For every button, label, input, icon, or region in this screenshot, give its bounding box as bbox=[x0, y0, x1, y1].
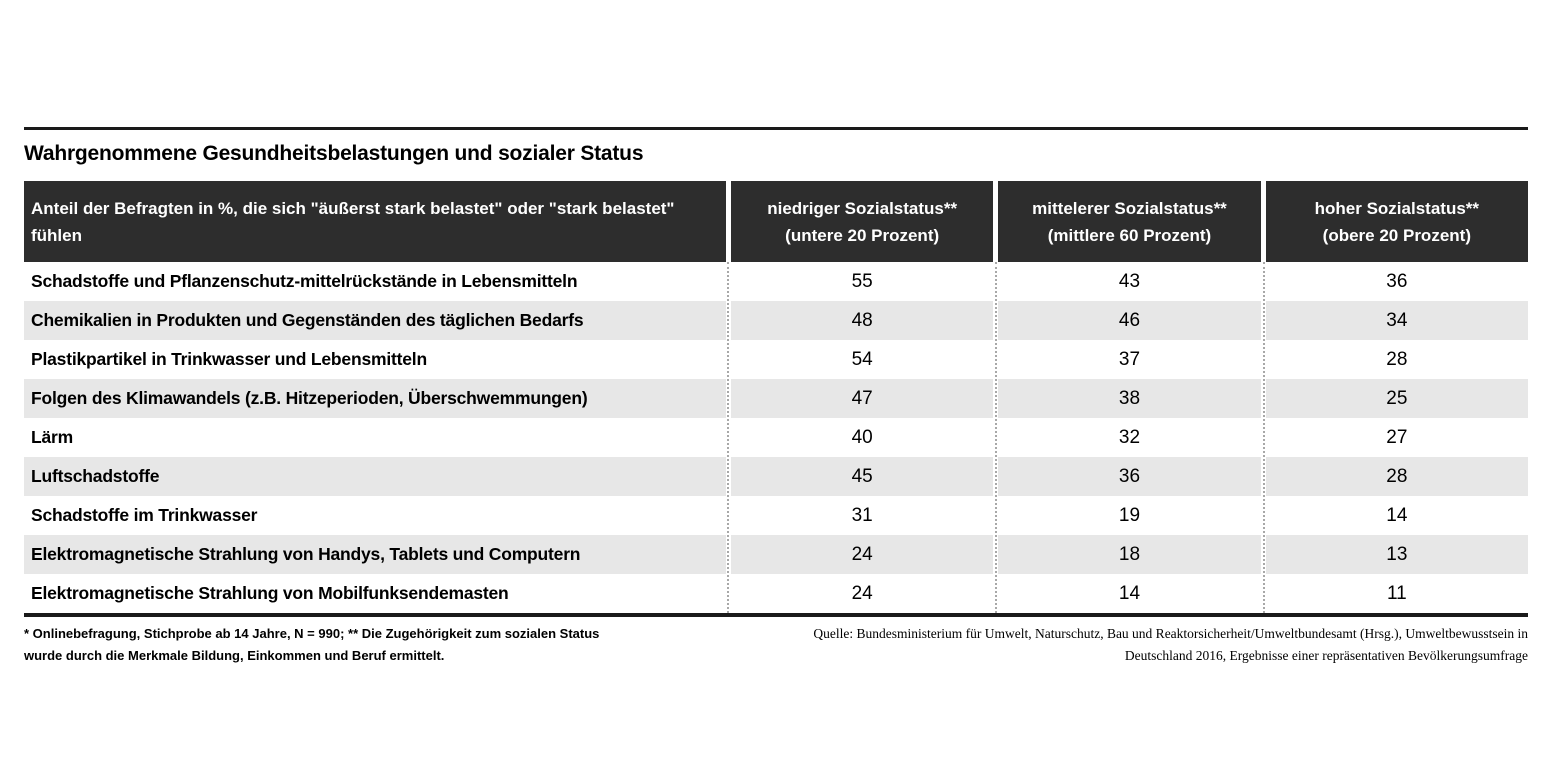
row-label: Plastikpartikel in Trinkwasser und Lebensmitteln bbox=[24, 340, 726, 379]
footnote-line: * Onlinebefragung, Stichprobe ab 14 Jahre, N = 990; ** Die Zugehörigkeit zum sozialen Status bbox=[24, 626, 600, 641]
table-corner-header-label: Anteil der Befragten in %, die sich "äußerst stark belastet" oder "stark belastet" fühlen bbox=[31, 198, 675, 245]
value-cell: 13 bbox=[1266, 535, 1528, 574]
value-cell: 48 bbox=[731, 301, 993, 340]
column-header-high-status bbox=[1266, 181, 1528, 262]
value-cell: 37 bbox=[998, 340, 1260, 379]
source-line: Deutschland 2016, Ergebnisse einer repräsentativen Bevölkerungsumfrage bbox=[1124, 648, 1528, 663]
value-cell: 28 bbox=[1266, 340, 1528, 379]
value-cell: 45 bbox=[731, 457, 993, 496]
row-label: Schadstoffe im Trinkwasser bbox=[24, 496, 726, 535]
row-label: Chemikalien in Produkten und Gegenständen des täglichen Bedarfs bbox=[24, 301, 726, 340]
column-header-title: mittelerer Sozialstatus** bbox=[1032, 198, 1227, 218]
value-cell: 28 bbox=[1266, 457, 1528, 496]
column-header-subtitle: (untere 20 Prozent) bbox=[785, 225, 940, 245]
value-cell: 54 bbox=[731, 340, 993, 379]
value-cell: 11 bbox=[1266, 574, 1528, 613]
table-row bbox=[24, 262, 1528, 301]
value-cell: 31 bbox=[731, 496, 993, 535]
table-corner-header bbox=[24, 181, 726, 262]
row-label: Elektromagnetische Strahlung von Handys, Tablets und Computern bbox=[24, 535, 726, 574]
column-header-subtitle: (obere 20 Prozent) bbox=[1322, 225, 1471, 245]
row-label: Elektromagnetische Strahlung von Mobilfunksendemasten bbox=[24, 574, 726, 613]
value-cell: 24 bbox=[731, 535, 993, 574]
value-cell: 32 bbox=[998, 418, 1260, 457]
data-table bbox=[24, 181, 1528, 617]
value-cell: 36 bbox=[1266, 262, 1528, 301]
value-cell: 43 bbox=[998, 262, 1260, 301]
footnote-source bbox=[624, 623, 1528, 667]
footnote-line: wurde durch die Merkmale Bildung, Einkommen und Beruf ermittelt. bbox=[24, 648, 445, 663]
value-cell: 27 bbox=[1266, 418, 1528, 457]
value-cell: 25 bbox=[1266, 379, 1528, 418]
table-row bbox=[24, 574, 1528, 613]
row-label: Lärm bbox=[24, 418, 726, 457]
column-header-subtitle: (mittlere 60 Prozent) bbox=[1047, 225, 1212, 245]
table-row bbox=[24, 496, 1528, 535]
row-label: Schadstoffe und Pflanzenschutz-mittelrückstände in Lebensmitteln bbox=[24, 262, 726, 301]
figure-content bbox=[24, 127, 1528, 667]
table-row bbox=[24, 535, 1528, 574]
value-cell: 14 bbox=[998, 574, 1260, 613]
value-cell: 19 bbox=[998, 496, 1260, 535]
value-cell: 55 bbox=[731, 262, 993, 301]
value-cell: 18 bbox=[998, 535, 1260, 574]
table-row bbox=[24, 301, 1528, 340]
footnotes bbox=[24, 623, 1528, 667]
value-cell: 40 bbox=[731, 418, 993, 457]
value-cell: 47 bbox=[731, 379, 993, 418]
footnote-methodology bbox=[24, 623, 624, 667]
bottom-rule bbox=[24, 613, 1528, 617]
value-cell: 36 bbox=[998, 457, 1260, 496]
page-title: Wahrgenommene Gesundheitsbelastungen und sozialer Status bbox=[24, 142, 644, 165]
table-row bbox=[24, 340, 1528, 379]
column-header-low-status bbox=[731, 181, 993, 262]
row-label: Folgen des Klimawandels (z.B. Hitzeperioden, Überschwemmungen) bbox=[24, 379, 726, 418]
value-cell: 24 bbox=[731, 574, 993, 613]
value-cell: 46 bbox=[998, 301, 1260, 340]
source-line: Quelle: Bundesministerium für Umwelt, Naturschutz, Bau und Reaktorsicherheit/Umweltbundesamt (Hrsg.), Umweltbewusstsein in bbox=[813, 626, 1528, 641]
value-cell: 14 bbox=[1266, 496, 1528, 535]
value-cell: 34 bbox=[1266, 301, 1528, 340]
column-header-mid-status bbox=[998, 181, 1260, 262]
table-row bbox=[24, 379, 1528, 418]
table-row bbox=[24, 457, 1528, 496]
value-cell: 38 bbox=[998, 379, 1260, 418]
column-header-title: niedriger Sozialstatus** bbox=[767, 198, 958, 218]
table-row bbox=[24, 418, 1528, 457]
column-header-title: hoher Sozialstatus** bbox=[1314, 198, 1480, 218]
table-header-row bbox=[24, 181, 1528, 262]
row-label: Luftschadstoffe bbox=[24, 457, 726, 496]
